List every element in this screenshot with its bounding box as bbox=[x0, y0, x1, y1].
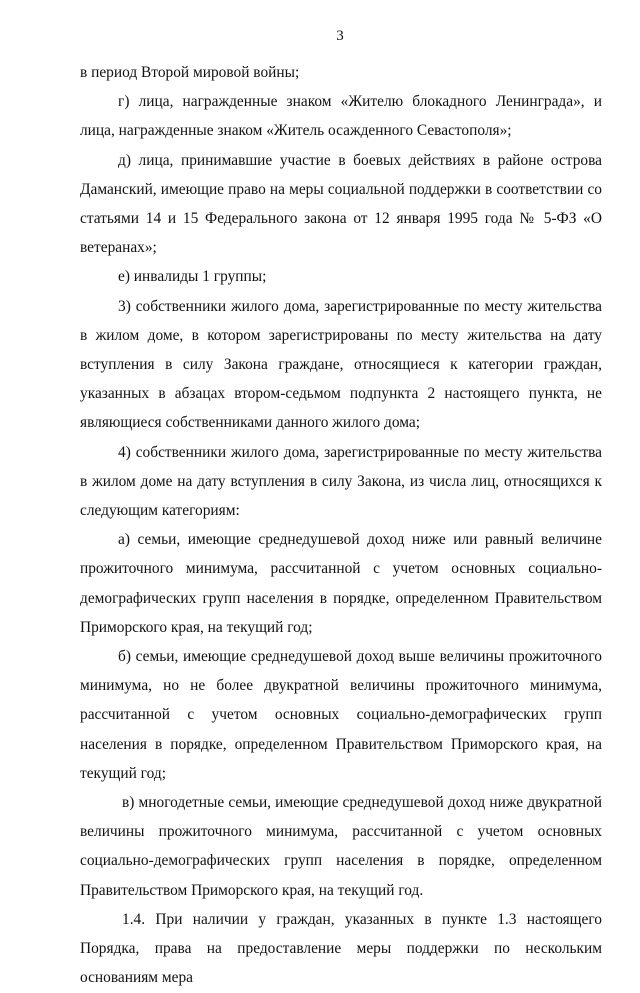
paragraph-item-3: 3) собственники жилого дома, зарегистрированные по месту жительства в жилом доме, в котором зарегистрированы по месту жительства на дату вступления в силу Закона граждане, относящиеся к категории граждан, указанных в абзацах втором-седьмом подпункта 2 настоящего пункта, не являющиеся собственниками данного жилого дома; bbox=[80, 297, 602, 432]
page-number: 3 bbox=[336, 28, 344, 44]
paragraph-item-g: г) лица, награжденные знаком «Жителю блокадного Ленинграда», и лица, награжденные знаком «Житель осажденного Севастополя»; bbox=[80, 93, 602, 140]
paragraph-continuation: в период Второй мировой войны; bbox=[80, 64, 300, 81]
paragraph-item-v: в) многодетные семьи, имеющие среднедушевой доход ниже двукратной величины прожиточного минимума, рассчитанной с учетом основных социально-демографических групп населения в порядке, определенном Правительством Приморского края, на текущий год. bbox=[80, 794, 602, 899]
paragraph-item-e: е) инвалиды 1 группы; bbox=[118, 268, 267, 286]
paragraph-item-b: б) семьи, имеющие среднедушевой доход выше величины прожиточного минимума, но не более двукратной величины прожиточного минимума, рассчитанной с учетом основных социально-демографических групп населения в порядке, определенном Правительством Приморского края, на текущий год; bbox=[80, 648, 602, 782]
paragraph-item-a: а) семьи, имеющие среднедушевой доход ниже или равный величине прожиточного минимума, рассчитанной с учетом основных социально-демографических групп населения в порядке, определенном Правительством Приморского края, на текущий год; bbox=[80, 531, 602, 636]
document-body bbox=[80, 58, 602, 993]
paragraph-section-1-4: 1.4. При наличии у граждан, указанных в пункте 1.3 настоящего Порядка, права на предоставление меры поддержки по нескольким основаниям мера bbox=[80, 910, 602, 987]
paragraph-item-4: 4) собственники жилого дома, зарегистрированные по месту жительства в жилом доме на дату вступления в силу Закона, из числа лиц, относящихся к следующим категориям: bbox=[80, 443, 602, 520]
paragraph-item-d: д) лица, принимавшие участие в боевых действиях в районе острова Даманский, имеющие право на меры социальной поддержки в соответствии со статьями 14 и 15 Федерального закона от 12 января 1995 года № 5-ФЗ «О ветеранах»; bbox=[80, 151, 602, 257]
